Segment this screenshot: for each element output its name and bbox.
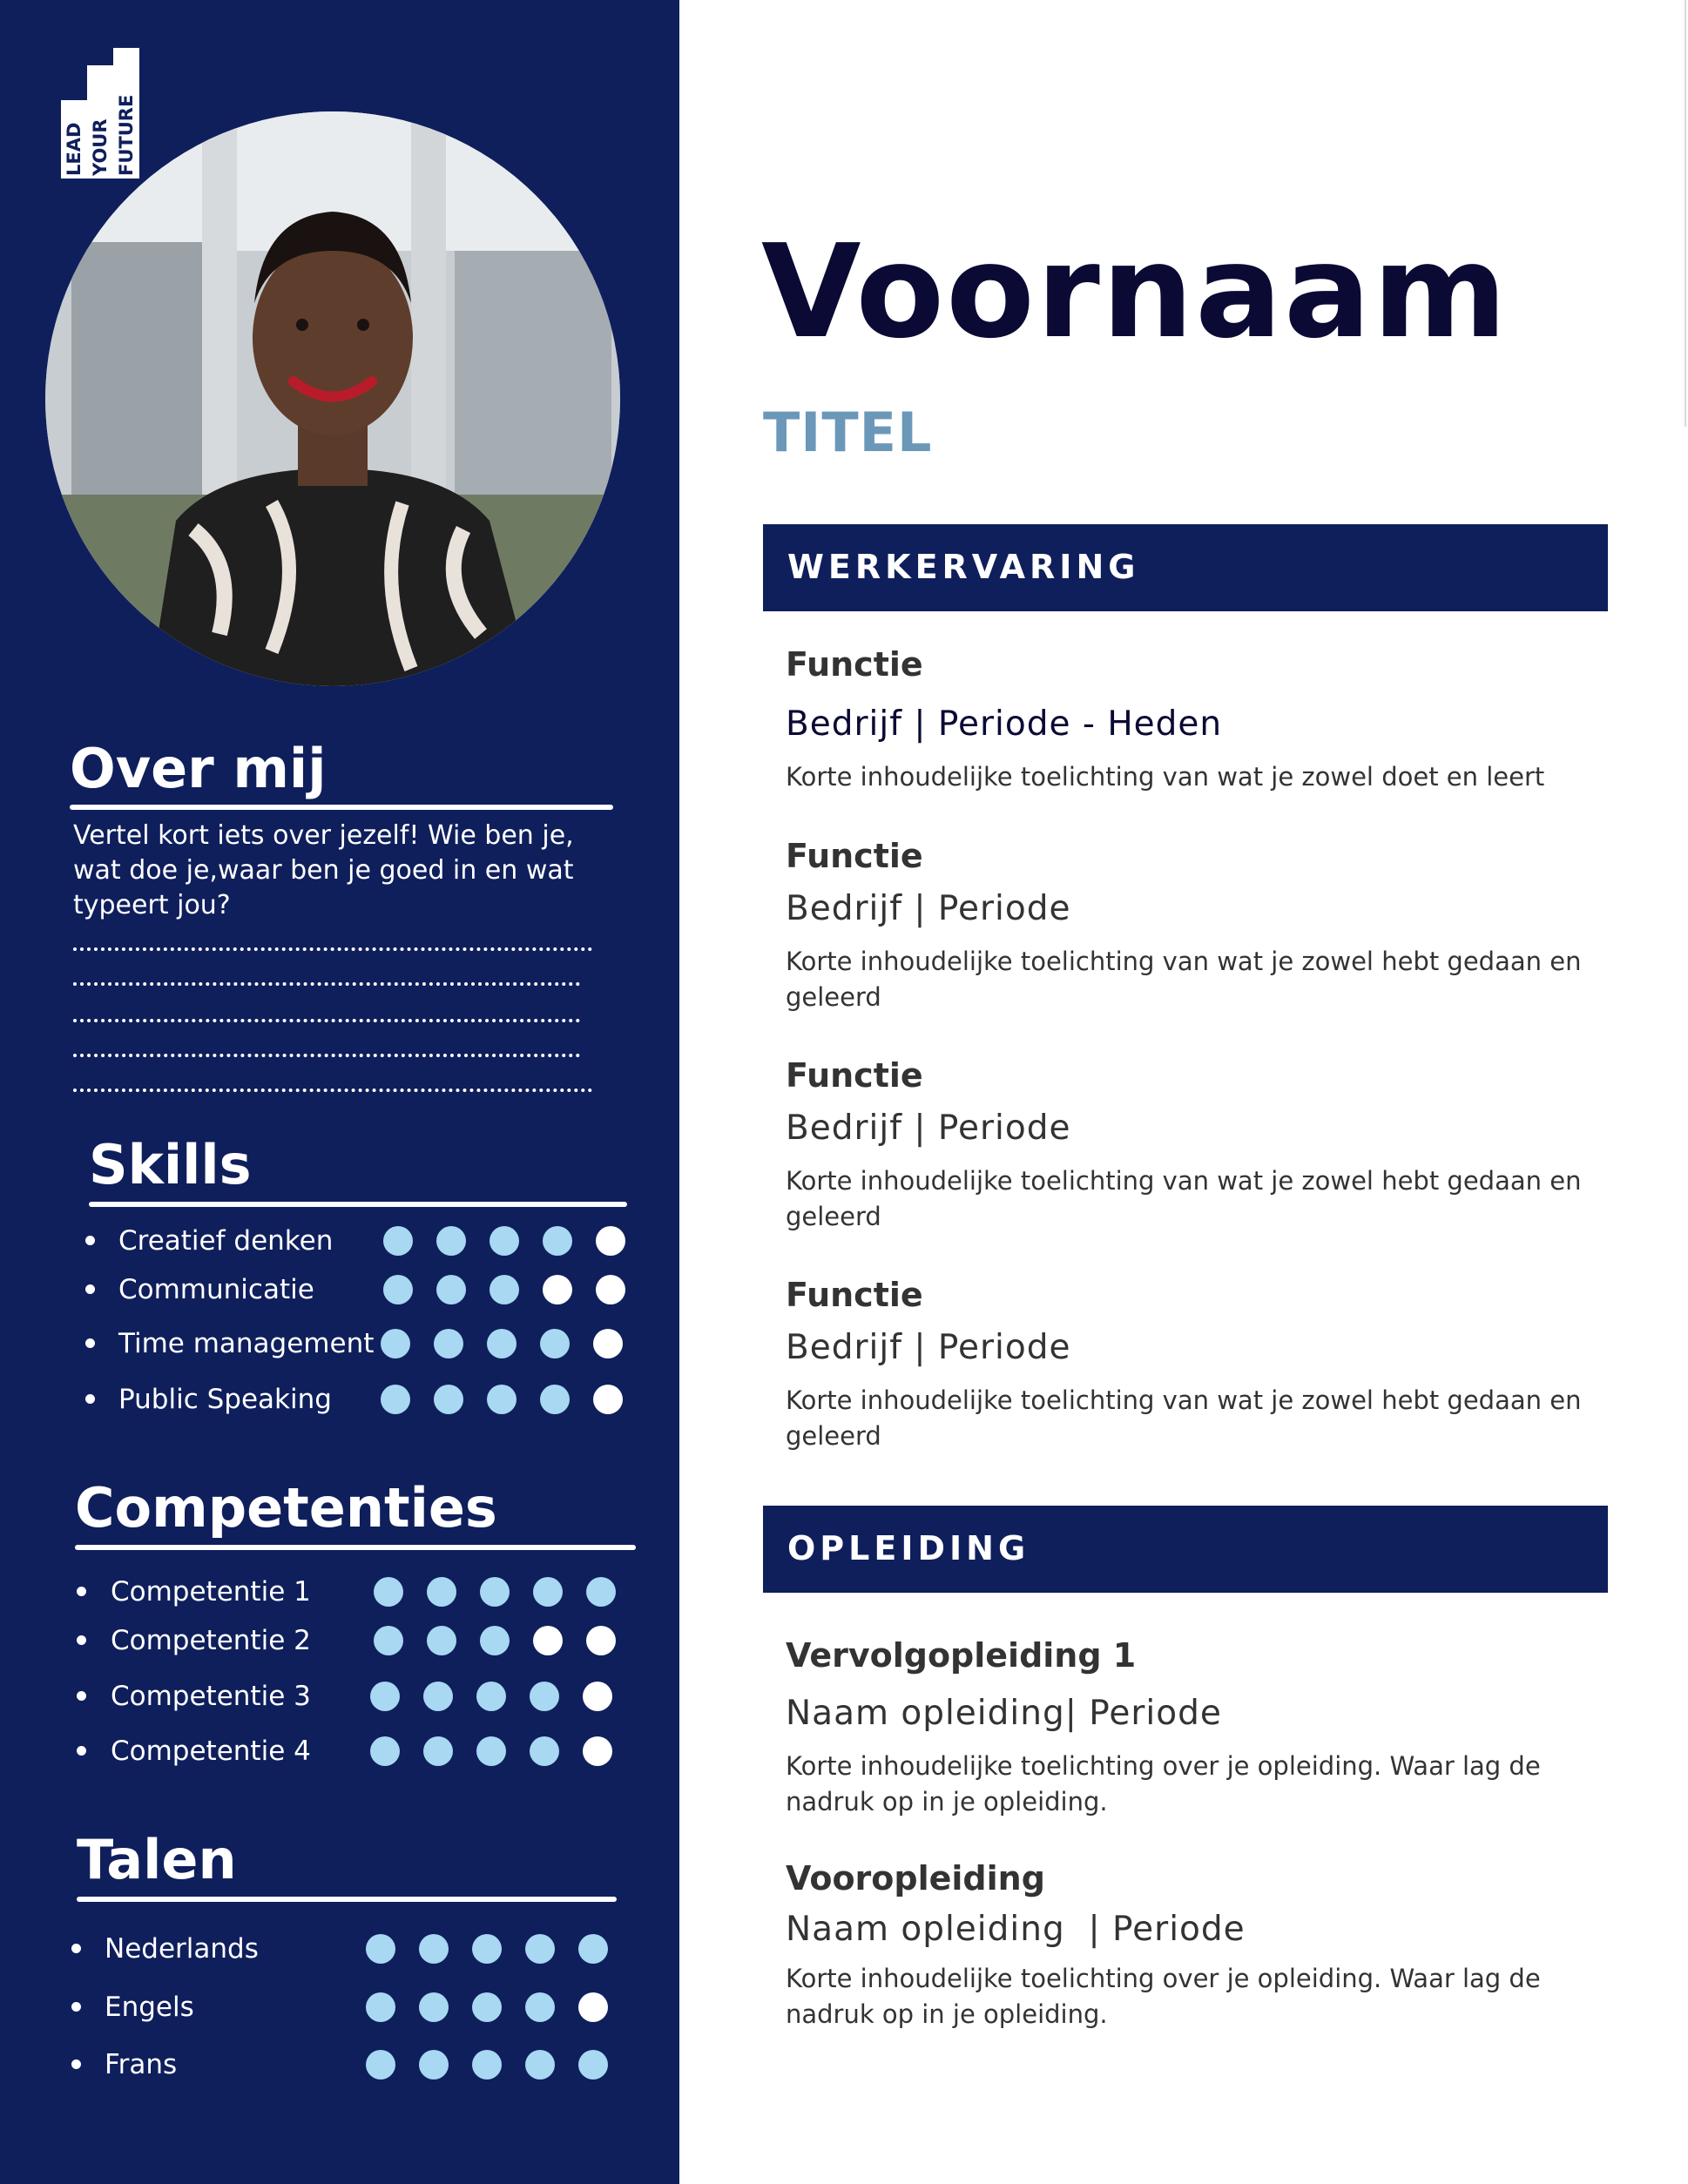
talen-label: Nederlands <box>105 1933 259 1965</box>
rating-dot-filled <box>472 1992 502 2022</box>
dotted-line <box>73 947 592 951</box>
rating-dot-filled <box>381 1385 410 1414</box>
skills-label: Public Speaking <box>118 1384 332 1415</box>
skills-heading-rule <box>89 1202 627 1207</box>
bullet-icon <box>71 2002 81 2012</box>
about-heading-rule <box>70 805 613 810</box>
candidate-name: Voornaam <box>761 217 1509 367</box>
rating-dot-filled <box>480 1626 510 1655</box>
education-name: Vooropleiding <box>786 1859 1045 1898</box>
rating-dot-filled <box>436 1275 466 1304</box>
bullet-icon <box>85 1338 95 1348</box>
about-heading: Over mij <box>70 737 327 800</box>
job-description: Korte inhoudelijke toelichting van wat je zowel doet en leert <box>786 762 1545 792</box>
rating-dot-filled <box>423 1736 453 1766</box>
competenties-heading: Competenties <box>75 1476 497 1540</box>
werkervaring-heading: WERKERVARING <box>787 548 1140 586</box>
rating-dot-filled <box>476 1736 506 1766</box>
sidebar <box>0 0 679 2184</box>
opleiding-band <box>763 1506 1608 1593</box>
dotted-line <box>73 982 580 986</box>
job-role: Functie <box>786 837 923 875</box>
about-text: Vertel kort iets over jezelf! Wie ben je, wat doe je,waar ben je goed in en wat typeert jou? <box>73 820 574 920</box>
rating-dot-filled <box>487 1385 517 1414</box>
candidate-title: TITEL <box>763 401 933 464</box>
rating-dot-filled <box>423 1682 453 1711</box>
job-description: Korte inhoudelijke toelichting van wat je zowel hebt gedaan en geleerd <box>786 1385 1582 1451</box>
education-detail: Naam opleiding| Periode <box>786 1694 1222 1733</box>
skills-label: Creatief denken <box>118 1225 334 1257</box>
talen-row <box>0 1931 679 1966</box>
rating-dot-filled <box>490 1226 519 1256</box>
rating-dot-empty <box>583 1736 612 1766</box>
rating-dot-empty <box>596 1275 625 1304</box>
opleiding-heading: OPLEIDING <box>787 1529 1030 1567</box>
rating-dot-filled <box>434 1329 463 1358</box>
rating-dot-filled <box>419 2050 449 2080</box>
svg-text:FUTURE: FUTURE <box>116 94 137 176</box>
rating-dot-filled <box>586 1577 616 1607</box>
rating-dot-filled <box>530 1682 559 1711</box>
job-company: Bedrijf | Periode <box>786 1109 1071 1148</box>
competenties-label: Competentie 2 <box>111 1625 311 1656</box>
talen-row <box>0 2047 679 2082</box>
dotted-line <box>73 1019 580 1022</box>
rating-dot-filled <box>533 1577 563 1607</box>
rating-dot-filled <box>525 1934 555 1964</box>
dotted-line <box>73 1054 580 1057</box>
rating-dot-empty <box>586 1626 616 1655</box>
rating-dot-filled <box>419 1934 449 1964</box>
education-detail: Naam opleiding | Periode <box>786 1910 1246 1949</box>
rating-dot-filled <box>490 1275 519 1304</box>
competenties-row <box>0 1679 679 1714</box>
skills-row <box>0 1382 679 1417</box>
education-description: Korte inhoudelijke toelichting over je opleiding. Waar lag de nadruk op in je opleiding. <box>786 1751 1541 1817</box>
rating-dot-filled <box>530 1736 559 1766</box>
skills-row <box>0 1223 679 1258</box>
job-description: Korte inhoudelijke toelichting van wat je zowel hebt gedaan en geleerd <box>786 1166 1582 1231</box>
talen-label: Engels <box>105 1992 194 2023</box>
rating-dot-filled <box>525 1992 555 2022</box>
talen-heading-rule <box>77 1897 617 1902</box>
education-description: Korte inhoudelijke toelichting over je opleiding. Waar lag de nadruk op in je opleiding. <box>786 1964 1541 2029</box>
skills-label: Time management <box>118 1328 375 1359</box>
rating-dot-filled <box>374 1626 403 1655</box>
rating-dot-filled <box>480 1577 510 1607</box>
rating-dot-filled <box>487 1329 517 1358</box>
rating-dot-filled <box>578 1934 608 1964</box>
rating-dot-filled <box>578 2050 608 2080</box>
bullet-icon <box>77 1746 86 1756</box>
rating-dot-empty <box>596 1226 625 1256</box>
rating-dot-filled <box>476 1682 506 1711</box>
job-description: Korte inhoudelijke toelichting van wat je zowel hebt gedaan en geleerd <box>786 947 1582 1012</box>
talen-heading: Talen <box>77 1828 237 1891</box>
competenties-row <box>0 1623 679 1658</box>
rating-dot-filled <box>472 2050 502 2080</box>
bullet-icon <box>71 2059 81 2069</box>
bullet-icon <box>85 1236 95 1245</box>
rating-dot-filled <box>366 1934 395 1964</box>
competenties-row <box>0 1574 679 1609</box>
job-company: Bedrijf | Periode - Heden <box>786 704 1223 744</box>
competenties-label: Competentie 3 <box>111 1681 311 1712</box>
bullet-icon <box>77 1691 86 1701</box>
competenties-heading-rule <box>75 1545 636 1550</box>
rating-dot-filled <box>374 1577 403 1607</box>
rating-dot-empty <box>543 1275 572 1304</box>
lead-your-future-logo <box>61 48 139 179</box>
bullet-icon <box>71 1944 81 1953</box>
bullet-icon <box>77 1587 86 1596</box>
skills-row <box>0 1326 679 1361</box>
rating-dot-empty <box>593 1385 623 1414</box>
rating-dot-filled <box>427 1626 456 1655</box>
job-company: Bedrijf | Periode <box>786 1328 1071 1367</box>
rating-dot-filled <box>436 1226 466 1256</box>
werkervaring-band <box>763 524 1608 611</box>
rating-dot-filled <box>370 1682 400 1711</box>
skills-heading: Skills <box>89 1133 252 1196</box>
talen-row <box>0 1990 679 2025</box>
dotted-line <box>73 1089 592 1092</box>
rating-dot-filled <box>434 1385 463 1414</box>
competenties-label: Competentie 1 <box>111 1576 311 1608</box>
rating-dot-filled <box>543 1226 572 1256</box>
rating-dot-filled <box>370 1736 400 1766</box>
bullet-icon <box>85 1284 95 1294</box>
skills-row <box>0 1272 679 1307</box>
rating-dot-filled <box>419 1992 449 2022</box>
rating-dot-empty <box>533 1626 563 1655</box>
job-role: Functie <box>786 1056 923 1095</box>
bullet-icon <box>85 1394 95 1404</box>
svg-text:YOUR: YOUR <box>90 118 111 176</box>
rating-dot-filled <box>383 1226 413 1256</box>
rating-dot-filled <box>427 1577 456 1607</box>
rating-dot-filled <box>383 1275 413 1304</box>
rating-dot-filled <box>472 1934 502 1964</box>
rating-dot-filled <box>366 2050 395 2080</box>
svg-text:LEAD: LEAD <box>64 122 84 176</box>
talen-label: Frans <box>105 2049 178 2080</box>
job-role: Functie <box>786 645 923 684</box>
bullet-icon <box>77 1635 86 1645</box>
education-name: Vervolgopleiding 1 <box>786 1636 1137 1675</box>
rating-dot-filled <box>366 1992 395 2022</box>
job-company: Bedrijf | Periode <box>786 889 1071 928</box>
rating-dot-empty <box>583 1682 612 1711</box>
rating-dot-filled <box>381 1329 410 1358</box>
rating-dot-empty <box>593 1329 623 1358</box>
competenties-row <box>0 1734 679 1769</box>
rating-dot-filled <box>540 1385 570 1414</box>
page-edge-line <box>1685 0 1686 427</box>
skills-label: Communicatie <box>118 1274 314 1305</box>
profile-photo <box>45 111 620 686</box>
job-role: Functie <box>786 1276 923 1314</box>
rating-dot-empty <box>578 1992 608 2022</box>
rating-dot-filled <box>525 2050 555 2080</box>
competenties-label: Competentie 4 <box>111 1736 311 1767</box>
rating-dot-filled <box>540 1329 570 1358</box>
